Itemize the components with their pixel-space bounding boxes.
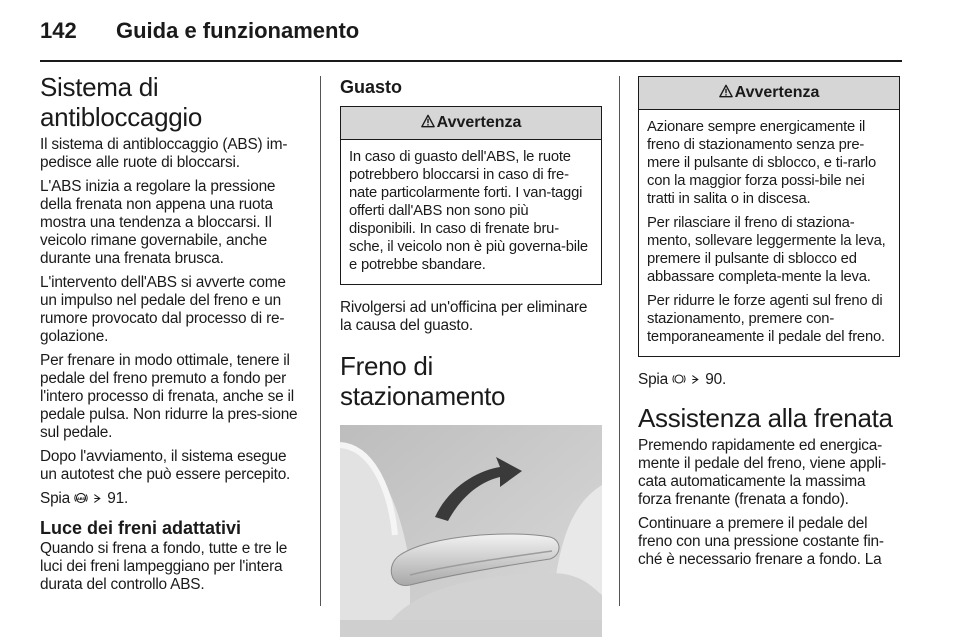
reference-line [40,490,302,508]
paragraph: Il sistema di antibloccaggio (ABS) im-pedisce alle ruote di bloccarsi. [40,136,288,171]
svg-text:ABS: ABS [77,495,86,501]
paragraph: Premendo rapidamente ed energica-mente il pedale del freno, viene appli-cata automaticamente la massima forza frenante (frenata a fondo). [638,437,887,508]
header-rule [40,60,902,62]
ref-page: 90. [705,371,727,388]
abs-warning-lamp-icon [74,491,88,505]
warning-header [341,107,601,140]
ref-page: 91. [107,490,129,507]
running-title: Guida e funzionamento [116,18,360,43]
paragraph: Continuare a premere il pedale del freno con una pressione costante fin-ché è necessario frenare a fondo. La [638,515,884,568]
warning-text: Per rilasciare il freno di staziona-mento, sollevare leggermente la leva, premere il pulsante di sblocco ed abbassare completa-mente la leva. [647,215,886,285]
warning-triangle-icon [719,84,733,98]
paragraph: L'intervento dell'ABS si avverte come un impulso nel pedale del freno e un rumore provocato dal processo di re-golazione. [40,274,286,345]
page-reference-icon [92,493,103,504]
section-title-brake-assist: Assistenza alla frenata [638,403,893,433]
column-divider [320,76,321,606]
paragraph: Quando si frena a fondo, tutte e tre le luci dei freni lampeggiano per l'intera durata del controllo ABS. [40,540,288,593]
warning-title: Avvertenza [436,114,522,131]
column-1 [40,72,302,600]
paragraph: Dopo l'avviamento, il sistema esegue un autotest che può essere percepito. [40,448,291,483]
section-title-abs: Sistema di antibloccaggio [40,72,203,132]
warning-text: In caso di guasto dell'ABS, le ruote potrebbero bloccarsi in caso di fre-nate particolarmente forti. I van-taggi offerti dall'ABS non sono più disponibili. In caso di frenate bru-sche, il veicolo non è più governa-bile e potrebbe sbandare. [349,149,588,273]
paragraph: Rivolgersi ad un'officina per eliminare la causa del guasto. [340,299,588,334]
ref-prefix: Spia [638,371,669,388]
column-divider [619,76,620,606]
warning-box [340,106,602,285]
parking-brake-illustration [340,425,602,637]
section-title-parking-brake: Freno di stazionamento [340,351,506,411]
reference-line [638,371,900,389]
warning-text: Azionare sempre energicamente il freno di stazionamento senza pre-mere il pulsante di sblocco, e ti-rarlo con la maggior forza possi-bile nei tratti in salita o in discesa. [647,119,877,207]
ref-prefix: Spia [40,490,71,507]
column-3 [638,76,900,575]
paragraph: L'ABS inizia a regolare la pressione della frenata non appena una ruota mostra una tendenza a bloccarsi. Il veicolo rimane governabile, anche durante una frenata brusca. [40,178,276,267]
warning-header [639,77,899,110]
paragraph: Per frenare in modo ottimale, tenere il pedale del freno premuto a fondo per l'intero processo di frenata, anche se il pedale pulsa. Non ridurre la pres-sione sul pedale. [40,352,298,441]
subsection-title-guasto: Guasto [340,77,403,97]
warning-box [638,76,900,357]
warning-title: Avvertenza [734,84,820,101]
subsection-title: Luce dei freni adattativi [40,518,242,538]
warning-text: Per ridurre le forze agenti sul freno di stazionamento, premere con-temporaneamente il pedale del freno. [647,293,885,345]
brake-warning-lamp-icon [672,372,686,386]
warning-triangle-icon [421,114,435,128]
parking-brake-drawing [340,425,602,637]
page-header [40,18,902,48]
page-number: 142 [40,18,77,43]
column-2 [340,76,602,637]
page-reference-icon [690,374,701,385]
